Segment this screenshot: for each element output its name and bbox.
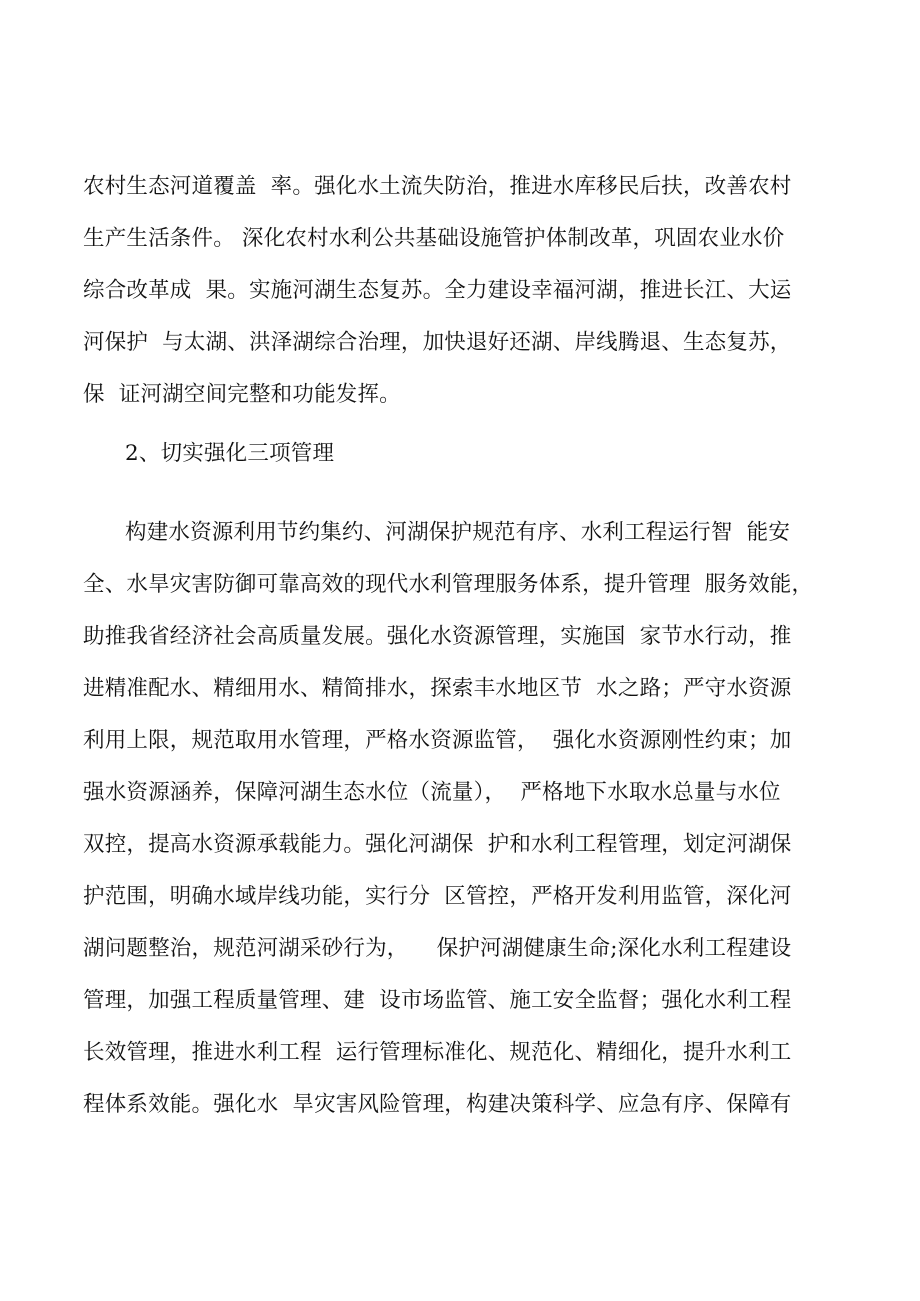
paragraph-line	[0, 775, 920, 811]
paragraph-line	[0, 671, 920, 707]
paragraph-line	[0, 1035, 920, 1071]
line-text: 双控，提高水资源承载能力。强化河湖保 护和水利工程管理，划定河湖保	[83, 832, 792, 857]
paragraph-line	[0, 377, 920, 413]
paragraph-line	[0, 169, 920, 205]
line-text: 程体系效能。强化水 旱灾害风险管理，构建决策科学、应急有序、保障有	[83, 1092, 792, 1117]
paragraph-line	[0, 273, 920, 309]
line-text: 农村生态河道覆盖 率。强化水土流失防治，推进水库移民后扶，改善农村	[83, 174, 792, 199]
line-text: 助推我省经济社会高质量发展。强化水资源管理，实施国 家节水行动，推	[83, 624, 792, 649]
paragraph-line	[0, 1087, 920, 1123]
paragraph-line	[0, 879, 920, 915]
paragraph-line	[0, 723, 920, 759]
line-text: 利用上限，规范取用水管理，严格水资源监管， 强化水资源刚性约束；加	[83, 728, 792, 753]
heading-text: 2、切实强化三项管理	[125, 441, 335, 466]
paragraph-line	[0, 221, 920, 257]
line-text: 长效管理，推进水利工程 运行管理标准化、规范化、精细化，提升水利工	[83, 1040, 792, 1065]
paragraph-line	[0, 325, 920, 361]
line-text: 护范围，明确水域岸线功能，实行分 区管控，严格开发利用监管，深化河	[83, 884, 792, 909]
line-text: 强水资源涵养，保障河湖生态水位（流量）， 严格地下水取水总量与水位	[83, 780, 781, 805]
paragraph-line	[0, 619, 920, 655]
section-heading	[0, 436, 920, 472]
line-text: 河保护 与太湖、洪泽湖综合治理，加快退好还湖、岸线腾退、生态复苏，	[83, 330, 792, 355]
line-text: 保 证河湖空间完整和功能发挥。	[83, 382, 401, 407]
line-text: 进精准配水、精细用水、精简排水，探索丰水地区节 水之路；严守水资源	[83, 676, 792, 701]
line-text: 全、水旱灾害防御可靠高效的现代水利管理服务体系，提升管理 服务效能，	[83, 572, 814, 597]
paragraph-line	[0, 567, 920, 603]
paragraph-line	[0, 827, 920, 863]
paragraph-line	[0, 515, 920, 551]
paragraph-line	[0, 983, 920, 1019]
line-text: 综合改革成 果。实施河湖生态复苏。全力建设幸福河湖，推进长江、大运	[83, 278, 792, 303]
line-text: 构建水资源利用节约集约、河湖保护规范有序、水利工程运行智 能安	[125, 520, 791, 545]
line-text: 管理，加强工程质量管理、建 设市场监管、施工安全监督；强化水利工程	[83, 988, 792, 1013]
line-text: 湖问题整治，规范河湖采砂行为， 保护河湖健康生命;深化水利工程建设	[83, 936, 792, 961]
paragraph-line	[0, 931, 920, 967]
line-text: 生产生活条件。 深化农村水利公共基础设施管护体制改革，巩固农业水价	[83, 226, 785, 251]
